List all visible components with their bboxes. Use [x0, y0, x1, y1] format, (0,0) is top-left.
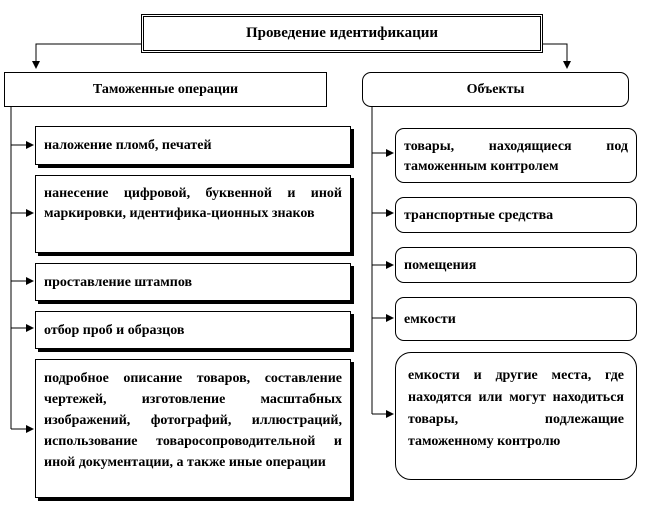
title-box	[141, 14, 543, 53]
operation-item: подробное описание товаров, составление чертежей, изготовление масштабных изображений, фотографий, иллюстраций, использование товаросопроводительной и иной документации, а также иные операции	[35, 359, 351, 498]
operation-item: нанесение цифровой, буквенной и иной маркировки, идентифика-ционных знаков	[35, 175, 351, 253]
operation-item: наложение пломб, печатей	[35, 126, 351, 165]
object-item: товары, находящиеся под таможенным контролем	[395, 128, 637, 183]
object-item: помещения	[395, 247, 637, 283]
operations-header-text: Таможенные операции	[92, 82, 239, 97]
arrow-title-to-operations	[36, 44, 141, 68]
operations-header	[4, 72, 327, 107]
operation-item: проставление штампов	[35, 263, 351, 301]
object-item: транспортные средства	[395, 197, 637, 233]
title-text: Проведение идентификации	[245, 25, 439, 41]
objects-header	[362, 72, 629, 107]
object-item: емкости и другие места, где находятся или могут находиться товары, подлежащие таможенному контролю	[395, 352, 637, 480]
operation-item: отбор проб и образцов	[35, 311, 351, 349]
object-item: емкости	[395, 297, 637, 341]
objects-header-text: Объекты	[466, 82, 525, 97]
arrow-title-to-objects	[543, 44, 567, 68]
